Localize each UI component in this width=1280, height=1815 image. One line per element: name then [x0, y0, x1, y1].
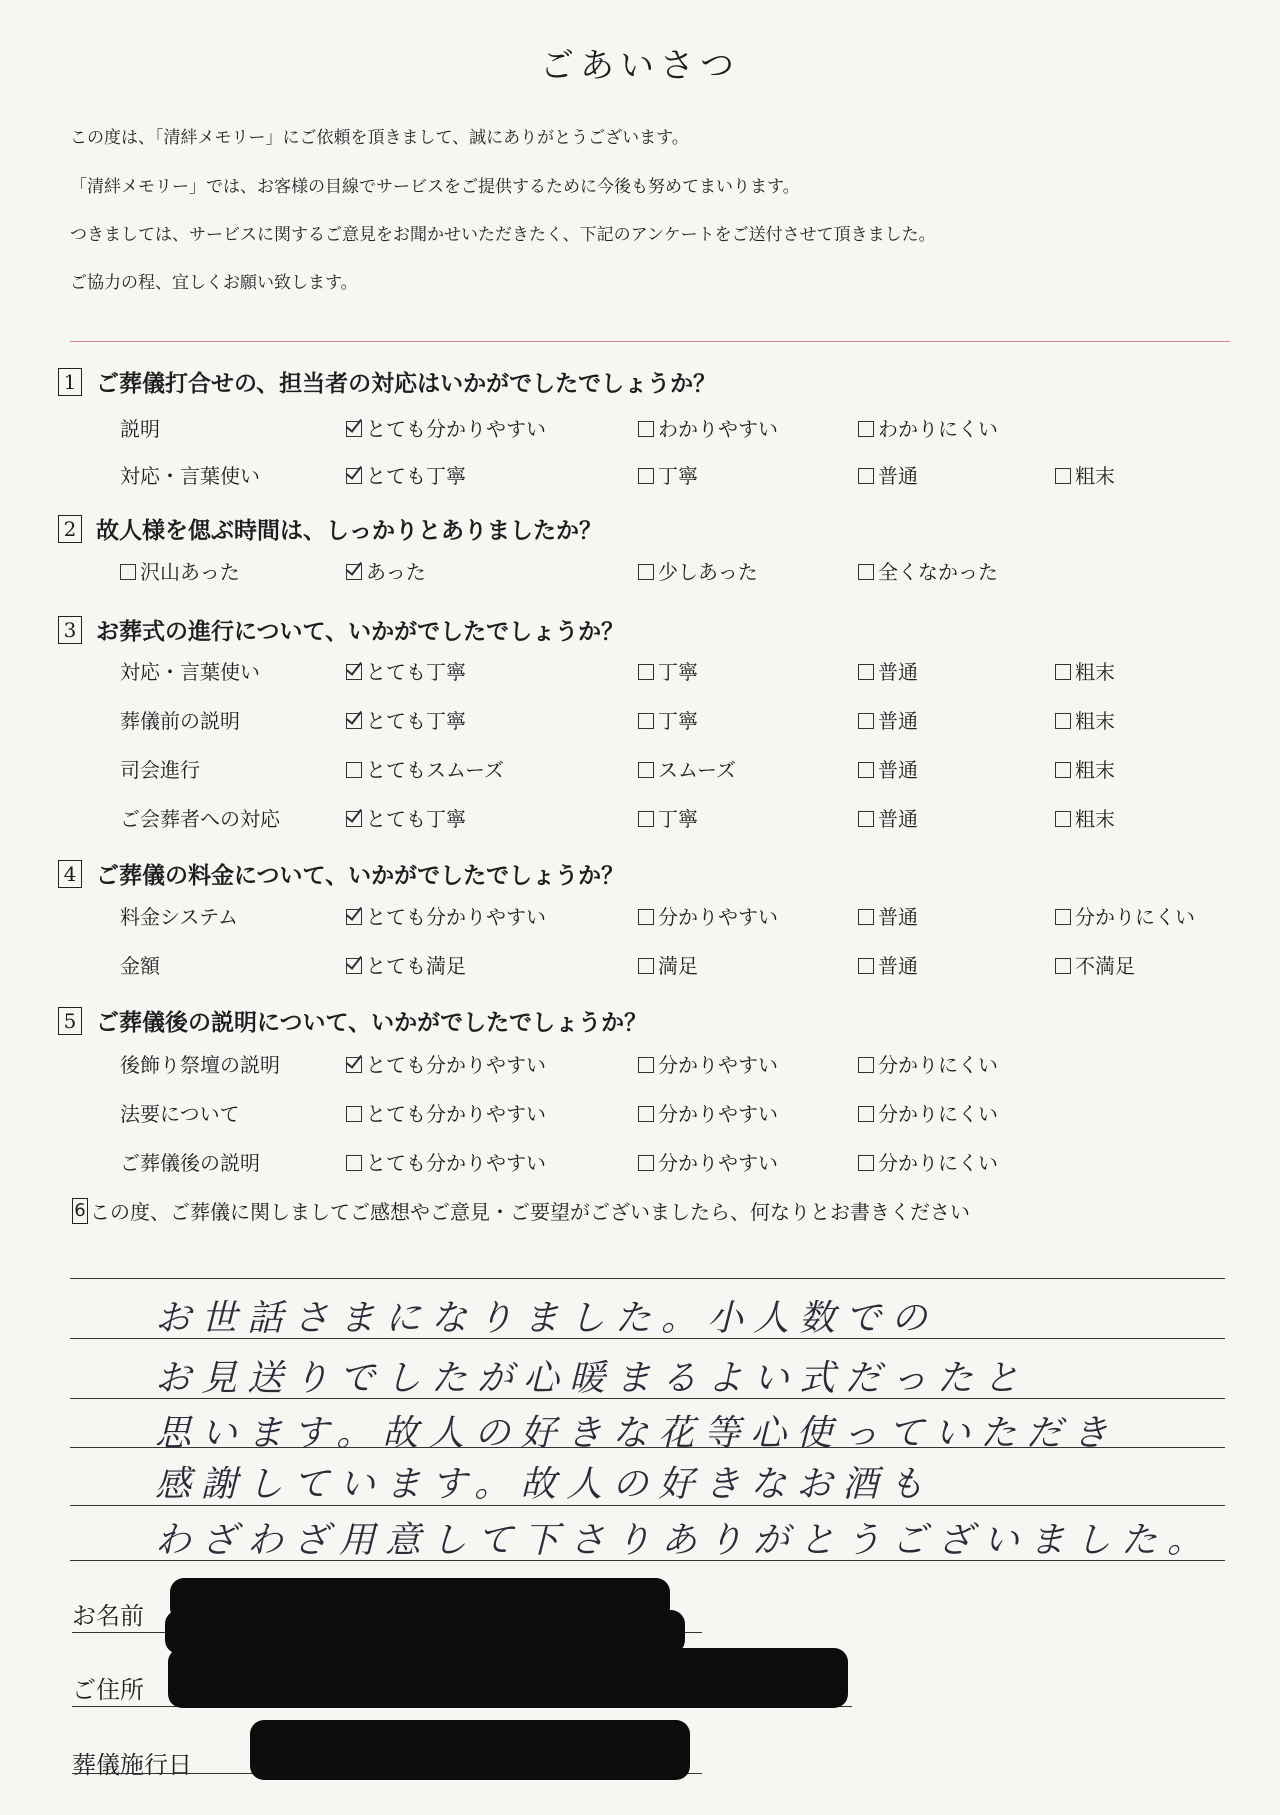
answer-option[interactable] — [638, 951, 698, 981]
option-text: 丁寧 — [658, 660, 698, 684]
question-6-text: この度、ご葬儀に関しましてご感想やご意見・ご要望がございましたら、何なりとお書きください — [90, 1200, 970, 1224]
option-text: 沢山あった — [140, 560, 240, 584]
handwritten-line-2: お見送りでしたが心暖まるよい式だったと — [155, 1358, 1030, 1399]
answer-row — [0, 706, 1280, 736]
option-text: 少しあった — [658, 560, 758, 584]
option-text: 普通 — [878, 807, 918, 831]
answer-row — [0, 755, 1280, 785]
checkbox-icon[interactable] — [638, 958, 654, 974]
question-number: 1 — [58, 368, 82, 396]
answer-option[interactable] — [638, 557, 758, 587]
answer-option[interactable] — [346, 414, 546, 444]
option-text: 普通 — [878, 709, 918, 733]
answer-option[interactable] — [1055, 706, 1115, 736]
checked-box-icon[interactable] — [346, 564, 362, 580]
option-text: 分かりにくい — [878, 1102, 998, 1126]
handwritten-line-1: お世話さまになりました。小人数での — [155, 1298, 938, 1339]
option-text: スムーズ — [658, 758, 736, 782]
answer-option[interactable] — [638, 1050, 778, 1080]
checkbox-icon[interactable] — [858, 1106, 874, 1122]
answer-row — [0, 804, 1280, 834]
answer-row — [0, 1050, 1280, 1080]
option-text: 全くなかった — [878, 560, 998, 584]
answer-option[interactable] — [1055, 657, 1115, 687]
answer-option[interactable] — [346, 804, 466, 834]
question-6-number: 6 — [72, 1198, 88, 1224]
answer-row — [0, 902, 1280, 932]
answer-option[interactable] — [1055, 804, 1115, 834]
answer-option[interactable] — [638, 706, 698, 736]
option-text: 普通 — [878, 464, 918, 488]
answer-option[interactable] — [638, 804, 698, 834]
checkbox-icon[interactable] — [858, 468, 874, 484]
option-text: とても満足 — [366, 954, 466, 978]
option-text: とても分かりやすい — [366, 1102, 546, 1126]
answer-option[interactable] — [1055, 755, 1115, 785]
row-label: 司会進行 — [120, 758, 200, 782]
row-label: 対応・言葉使い — [120, 464, 260, 488]
checkbox-icon[interactable] — [858, 811, 874, 827]
option-text: とても丁寧 — [366, 709, 466, 733]
answer-row — [0, 557, 1280, 587]
answer-option[interactable] — [858, 755, 918, 785]
question-text: お葬式の進行について、いかがでしたでしょうか？ — [96, 618, 625, 645]
checked-box-icon[interactable] — [346, 811, 362, 827]
ruled-line — [70, 1278, 1225, 1279]
option-text: 分かりにくい — [878, 1151, 998, 1175]
checkbox-icon[interactable] — [858, 564, 874, 580]
answer-option[interactable] — [346, 1148, 546, 1178]
checkbox-icon[interactable] — [638, 468, 654, 484]
option-text: 不満足 — [1075, 954, 1135, 978]
answer-option[interactable] — [638, 755, 736, 785]
question-text: ご葬儀打合せの、担当者の対応はいかがでしたでしょうか？ — [96, 370, 717, 397]
option-text: 粗末 — [1075, 807, 1115, 831]
checkbox-icon[interactable] — [1055, 958, 1071, 974]
checkbox-icon[interactable] — [858, 713, 874, 729]
question-number: 3 — [58, 616, 82, 644]
row-label: ご会葬者への対応 — [120, 807, 280, 831]
checkbox-icon[interactable] — [858, 421, 874, 437]
option-text: 分かりやすい — [658, 905, 778, 929]
answer-option[interactable] — [638, 902, 778, 932]
intro-line-1: この度は、「清絆メモリー」にご依頼を頂きまして、誠にありがとうございます。 — [70, 128, 689, 148]
row-label: ご葬儀後の説明 — [120, 1151, 260, 1175]
row-label: 金額 — [120, 954, 160, 978]
answer-option[interactable] — [638, 461, 698, 491]
answer-option[interactable] — [638, 1148, 778, 1178]
answer-option[interactable] — [346, 1050, 546, 1080]
question-number: 2 — [58, 515, 82, 543]
answer-option[interactable] — [858, 557, 998, 587]
option-text: 分かりにくい — [878, 1053, 998, 1077]
option-text: 粗末 — [1075, 709, 1115, 733]
option-text: とてもスムーズ — [366, 758, 504, 782]
intro-line-3: つきましては、サービスに関するご意見をお聞かせいただきたく、下記のアンケートをご送付させて頂きました。 — [70, 225, 936, 245]
option-text: わかりにくい — [878, 417, 998, 441]
question-6 — [72, 1196, 970, 1225]
row-label: 法要について — [120, 1102, 240, 1126]
answer-option[interactable] — [858, 804, 918, 834]
option-text: わかりやすい — [658, 417, 778, 441]
row-label: 料金システム — [120, 905, 238, 929]
handwritten-line-3: 思います。故人の好きな花等心使っていただき — [155, 1413, 1119, 1454]
checkbox-icon[interactable] — [1055, 811, 1071, 827]
answer-option[interactable] — [1055, 951, 1135, 981]
checkbox-icon[interactable] — [858, 958, 874, 974]
option-text: とても丁寧 — [366, 660, 466, 684]
checkbox-icon[interactable] — [638, 1106, 654, 1122]
page-title: ごあいさつ — [540, 46, 740, 86]
checkbox-icon[interactable] — [858, 1155, 874, 1171]
checked-box-icon[interactable] — [346, 664, 362, 680]
checkbox-icon[interactable] — [858, 1057, 874, 1073]
question-number: 5 — [58, 1007, 82, 1035]
question-text: ご葬儀後の説明について、いかがでしたでしょうか？ — [96, 1009, 648, 1036]
option-text: 粗末 — [1075, 660, 1115, 684]
answer-option[interactable] — [346, 1099, 546, 1129]
question-1 — [58, 365, 716, 398]
checkbox-icon[interactable] — [1055, 909, 1071, 925]
option-text: 丁寧 — [658, 807, 698, 831]
answer-option[interactable] — [346, 951, 466, 981]
answer-option[interactable] — [858, 1148, 998, 1178]
checkbox-icon[interactable] — [638, 1057, 654, 1073]
question-text: 故人様を偲ぶ時間は、しっかりとありましたか？ — [96, 517, 602, 544]
checkbox-icon[interactable] — [638, 664, 654, 680]
answer-row — [0, 1099, 1280, 1129]
option-text: 普通 — [878, 660, 918, 684]
answer-option[interactable] — [638, 414, 778, 444]
option-text: とても丁寧 — [366, 464, 466, 488]
answer-row — [0, 461, 1280, 491]
answer-option[interactable] — [638, 657, 698, 687]
answer-option[interactable] — [346, 657, 466, 687]
option-text: 丁寧 — [658, 709, 698, 733]
checkbox-icon[interactable] — [638, 1155, 654, 1171]
question-3 — [58, 613, 624, 646]
checkbox-icon[interactable] — [346, 762, 362, 778]
checked-box-icon[interactable] — [346, 958, 362, 974]
checked-box-icon[interactable] — [346, 468, 362, 484]
handwritten-line-5: わざわざ用意して下さりありがとうございました。 — [155, 1520, 1214, 1561]
checkbox-icon[interactable] — [638, 564, 654, 580]
handwritten-line-4: 感謝しています。故人の好きなお酒も — [155, 1464, 935, 1505]
address-label: ご住所 — [72, 1676, 144, 1704]
answer-option[interactable] — [120, 557, 240, 587]
answer-row — [0, 414, 1280, 444]
option-text: 粗末 — [1075, 464, 1115, 488]
row-label: 葬儀前の説明 — [120, 709, 240, 733]
answer-option[interactable] — [346, 557, 426, 587]
checkbox-icon[interactable] — [1055, 468, 1071, 484]
option-text: 普通 — [878, 905, 918, 929]
option-text: 普通 — [878, 954, 918, 978]
option-text: 分かりやすい — [658, 1053, 778, 1077]
option-text: 分かりにくい — [1075, 905, 1195, 929]
checked-box-icon[interactable] — [346, 1057, 362, 1073]
option-text: とても分かりやすい — [366, 417, 546, 441]
answer-option[interactable] — [858, 414, 998, 444]
answer-option[interactable] — [858, 1099, 998, 1129]
row-label: 説明 — [120, 417, 160, 441]
answer-option[interactable] — [858, 657, 918, 687]
name-label: お名前 — [72, 1602, 144, 1630]
option-text: 普通 — [878, 758, 918, 782]
checked-box-icon[interactable] — [346, 421, 362, 437]
question-2 — [58, 512, 602, 545]
question-number: 4 — [58, 860, 82, 888]
checkbox-icon[interactable] — [120, 564, 136, 580]
option-text: 分かりやすい — [658, 1151, 778, 1175]
option-text: 丁寧 — [658, 464, 698, 488]
address-redaction — [168, 1648, 848, 1708]
checkbox-icon[interactable] — [346, 1106, 362, 1122]
divider-line — [70, 341, 1230, 342]
checkbox-icon[interactable] — [638, 811, 654, 827]
checked-box-icon[interactable] — [346, 909, 362, 925]
answer-option[interactable] — [1055, 461, 1115, 491]
answer-row — [0, 657, 1280, 687]
checkbox-icon[interactable] — [638, 762, 654, 778]
row-label: 対応・言葉使い — [120, 660, 260, 684]
intro-line-2: 「清絆メモリー」では、お客様の目線でサービスをご提供するために今後も努めてまいります。 — [70, 177, 800, 197]
checkbox-icon[interactable] — [858, 762, 874, 778]
date-redaction — [250, 1720, 690, 1780]
answer-row — [0, 1148, 1280, 1178]
question-text: ご葬儀の料金について、いかがでしたでしょうか？ — [96, 862, 625, 889]
option-text: 分かりやすい — [658, 1102, 778, 1126]
checkbox-icon[interactable] — [1055, 762, 1071, 778]
answer-option[interactable] — [346, 902, 546, 932]
answer-option[interactable] — [346, 461, 466, 491]
checkbox-icon[interactable] — [638, 909, 654, 925]
row-label: 後飾り祭壇の説明 — [120, 1053, 280, 1077]
checkbox-icon[interactable] — [1055, 713, 1071, 729]
checkbox-icon[interactable] — [1055, 664, 1071, 680]
answer-option[interactable] — [858, 902, 918, 932]
answer-option[interactable] — [858, 951, 918, 981]
checkbox-icon[interactable] — [858, 909, 874, 925]
answer-option[interactable] — [858, 461, 918, 491]
option-text: 粗末 — [1075, 758, 1115, 782]
option-text: あった — [366, 560, 426, 584]
answer-option[interactable] — [638, 1099, 778, 1129]
checkbox-icon[interactable] — [346, 1155, 362, 1171]
checkbox-icon[interactable] — [858, 664, 874, 680]
checkbox-icon[interactable] — [638, 421, 654, 437]
intro-line-4: ご協力の程、宜しくお願い致します。 — [70, 273, 358, 293]
option-text: とても分かりやすい — [366, 1151, 546, 1175]
option-text: 満足 — [658, 954, 698, 978]
date-label: 葬儀施行日 — [72, 1751, 192, 1779]
checked-box-icon[interactable] — [346, 713, 362, 729]
option-text: とても分かりやすい — [366, 905, 546, 929]
option-text: とても分かりやすい — [366, 1053, 546, 1077]
question-5 — [58, 1004, 647, 1037]
answer-option[interactable] — [346, 706, 466, 736]
question-4 — [58, 857, 624, 890]
answer-option[interactable] — [1055, 902, 1195, 932]
answer-option[interactable] — [346, 755, 504, 785]
checkbox-icon[interactable] — [638, 713, 654, 729]
answer-option[interactable] — [858, 1050, 998, 1080]
answer-option[interactable] — [858, 706, 918, 736]
answer-row — [0, 951, 1280, 981]
option-text: とても丁寧 — [366, 807, 466, 831]
